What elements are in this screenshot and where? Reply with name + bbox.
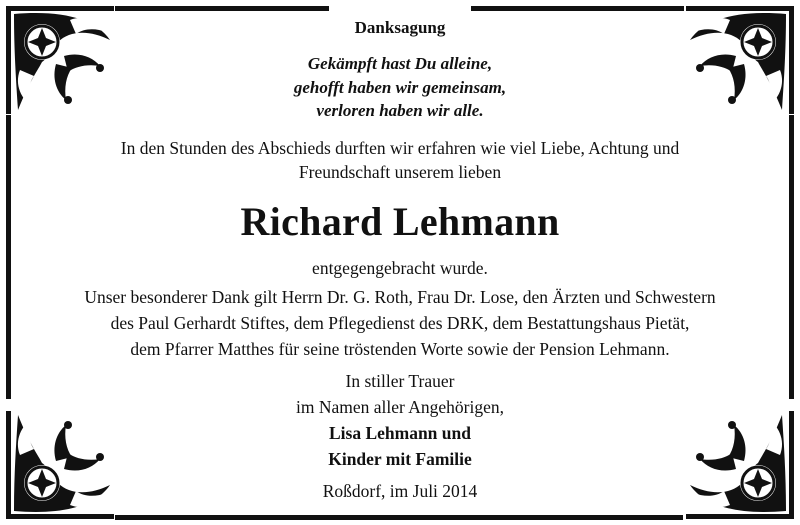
thanks-line: des Paul Gerhardt Stiftes, dem Pflegedienst des DRK, dem Bestattungshaus Pietät, bbox=[110, 313, 690, 333]
place-date: Roßdorf, im Juli 2014 bbox=[322, 481, 478, 501]
poem-line: gehofft haben wir gemeinsam, bbox=[293, 78, 507, 97]
family-name: Kinder mit Familie bbox=[328, 449, 472, 469]
poem-line: verloren haben wir alle. bbox=[316, 101, 484, 120]
top-border-right bbox=[471, 6, 684, 11]
poem-line: Gekämpft hast Du alleine, bbox=[307, 54, 493, 73]
signature-line: In stiller Trauer bbox=[345, 371, 455, 391]
thanks-line: dem Pfarrer Matthes für seine tröstenden Worte sowie der Pension Lehmann. bbox=[130, 339, 670, 359]
notice-heading: Danksagung bbox=[354, 18, 446, 37]
top-border-left bbox=[115, 6, 329, 11]
thanks-line: Unser besonderer Dank gilt Herrn Dr. G. Roth, Frau Dr. Lose, den Ärzten und Schwestern bbox=[84, 287, 716, 307]
intro-line: In den Stunden des Abschieds durften wir erfahren wie viel Liebe, Achtung und bbox=[120, 138, 680, 158]
intro-line: Freundschaft unserem lieben bbox=[298, 162, 502, 182]
family-name: Lisa Lehmann und bbox=[328, 423, 471, 443]
after-name-text: entgegengebracht wurde. bbox=[312, 258, 488, 278]
deceased-name: Richard Lehmann bbox=[240, 199, 560, 244]
signature-line: im Namen aller Angehörigen, bbox=[296, 397, 504, 417]
bottom-border bbox=[115, 515, 683, 520]
